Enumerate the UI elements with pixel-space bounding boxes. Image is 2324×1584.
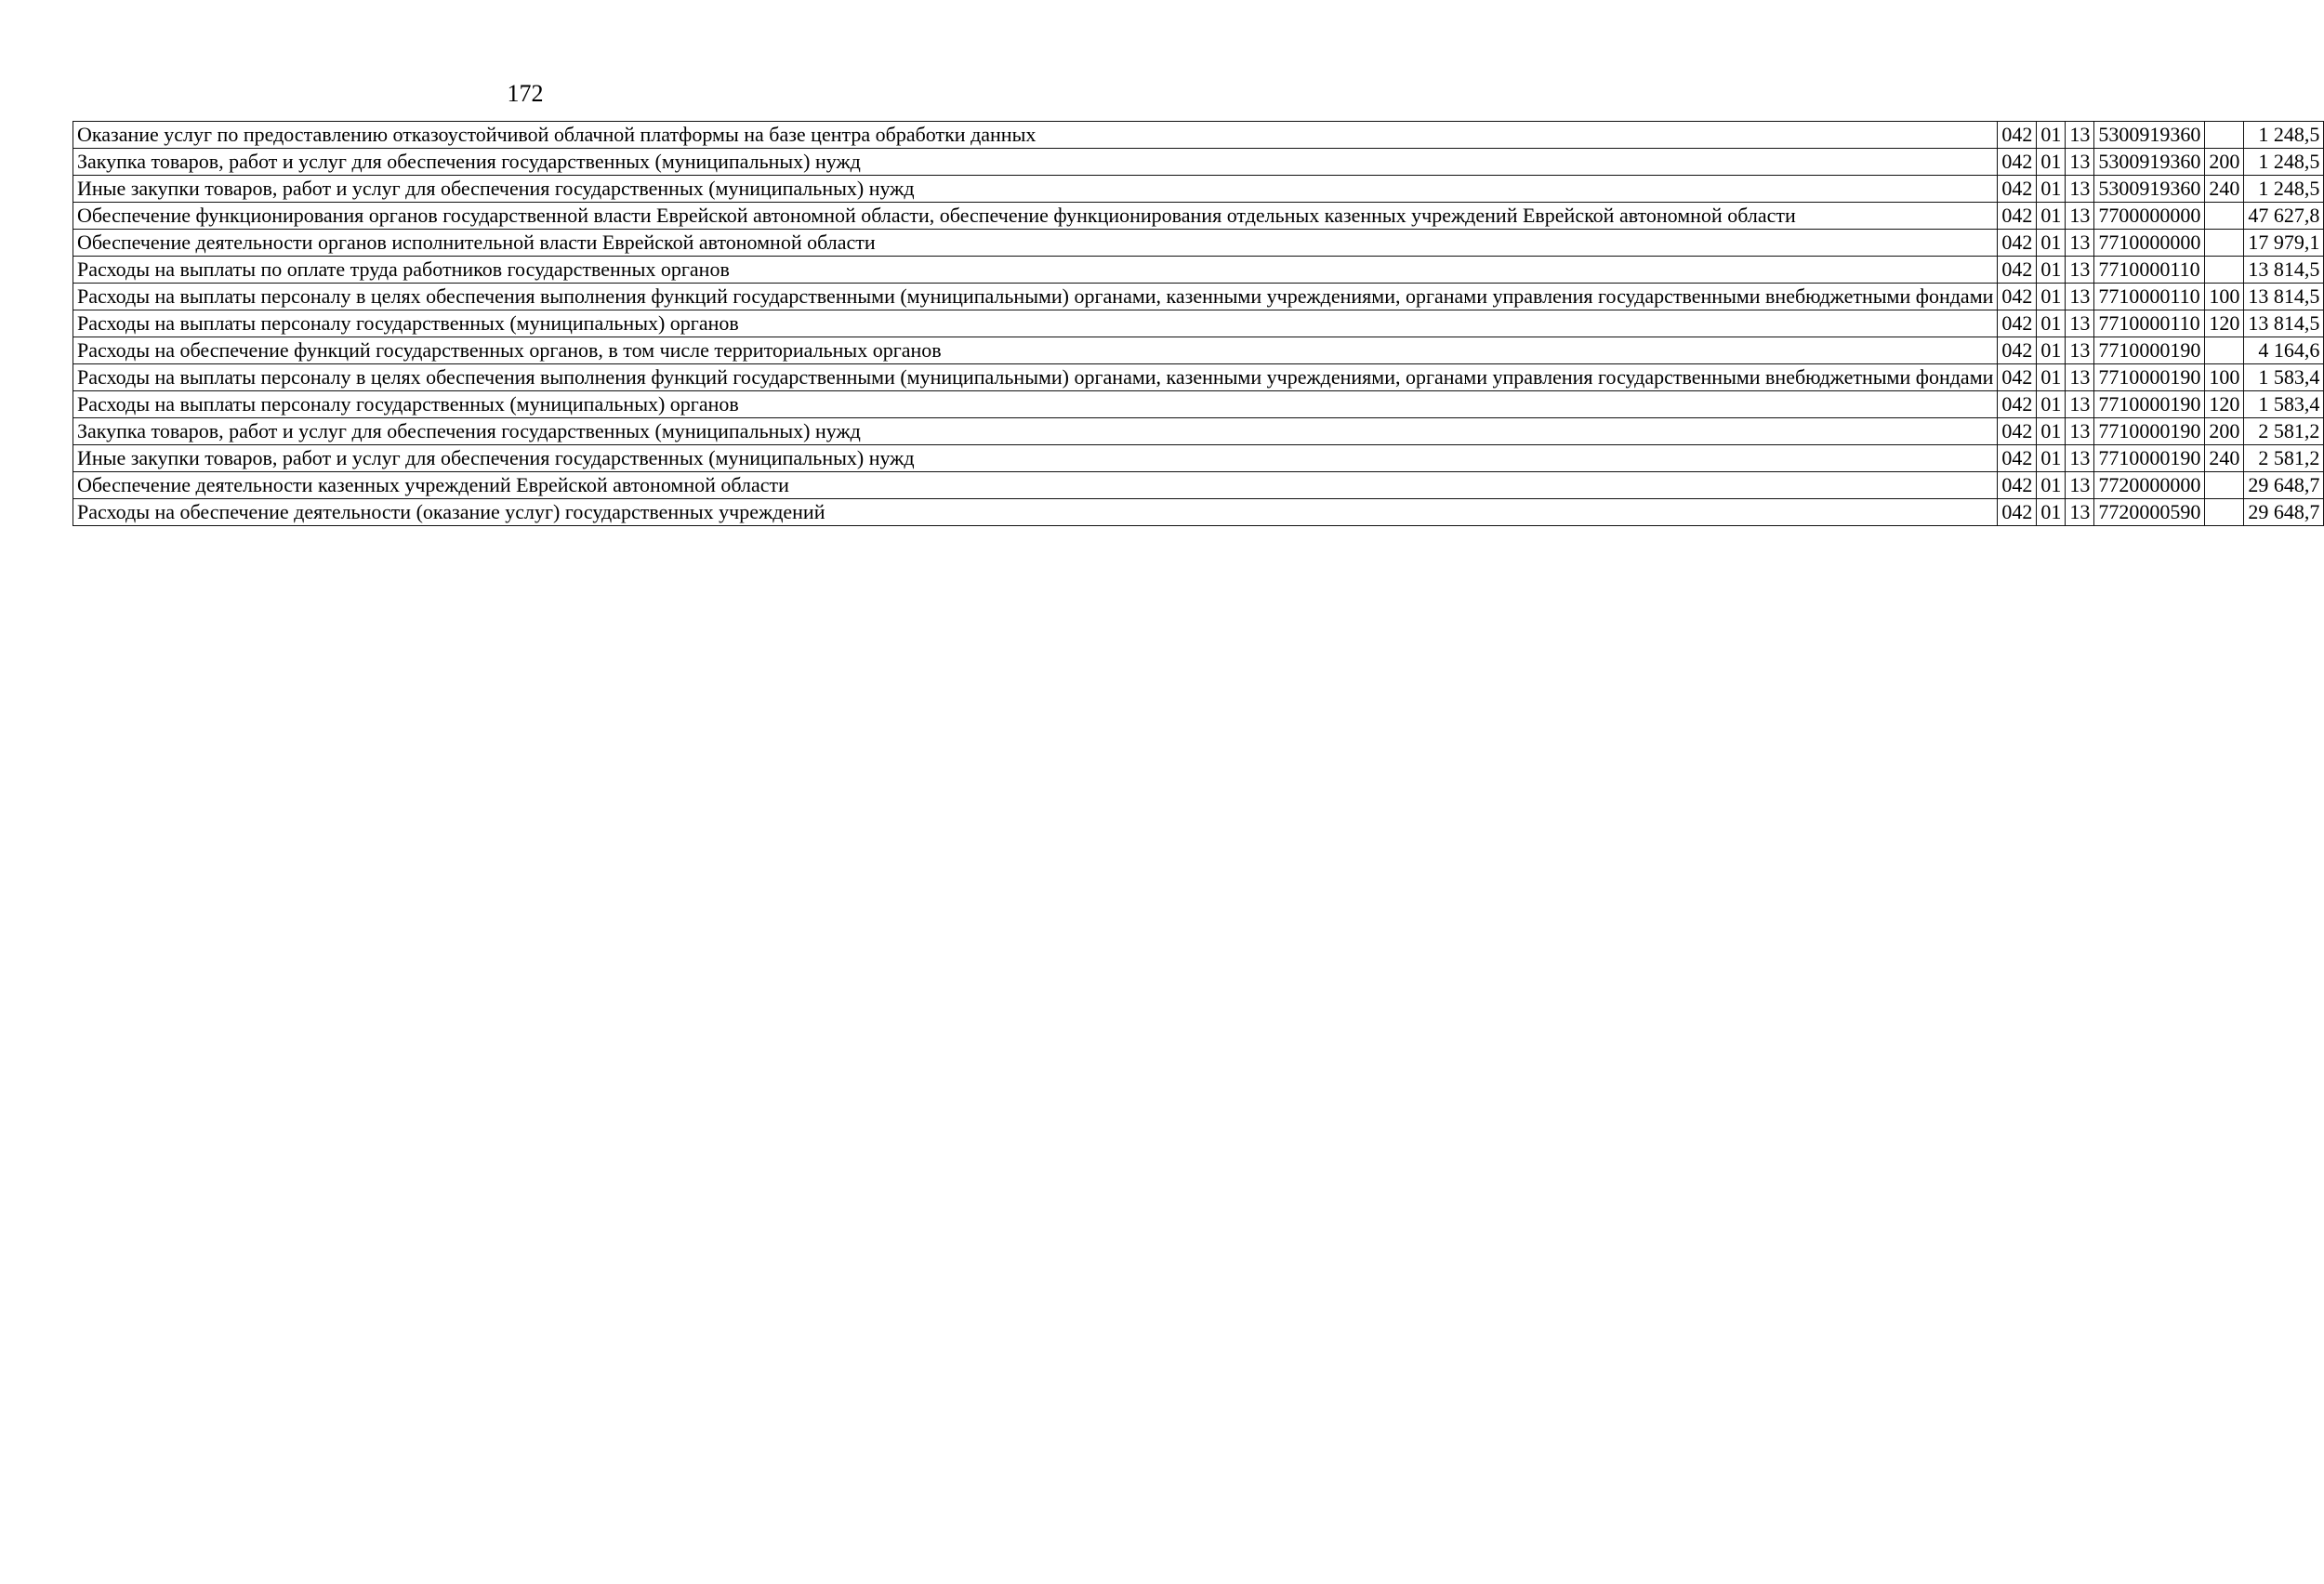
row-name-cell: Расходы на выплаты персоналу государственных (муниципальных) органов [73,310,1998,337]
target-item-code-cell: 7710000190 [2094,337,2205,364]
table-row [73,230,2324,257]
table-row [73,391,2324,418]
admin-code-cell: 042 [1998,445,2037,472]
row-name-cell: Закупка товаров, работ и услуг для обеспечения государственных (муниципальных) нужд [73,149,1998,176]
target-item-code-cell: 7710000190 [2094,391,2205,418]
admin-code-cell: 042 [1998,284,2037,310]
admin-code-cell: 042 [1998,472,2037,499]
table-row [73,337,2324,364]
row-name-cell: Расходы на выплаты по оплате труда работников государственных органов [73,257,1998,284]
admin-code-cell: 042 [1998,149,2037,176]
section-code-cell: 01 [2037,418,2066,445]
admin-code-cell: 042 [1998,176,2037,203]
subsection-code-cell: 13 [2066,203,2094,230]
table-row [73,472,2324,499]
subsection-code-cell: 13 [2066,149,2094,176]
table-row [73,310,2324,337]
target-item-code-cell: 7700000000 [2094,203,2205,230]
target-item-code-cell: 5300919360 [2094,122,2205,149]
admin-code-cell: 042 [1998,122,2037,149]
target-item-code-cell: 7710000000 [2094,230,2205,257]
amount-cell: 13 814,5 [2244,257,2324,284]
section-code-cell: 01 [2037,391,2066,418]
subsection-code-cell: 13 [2066,337,2094,364]
expense-type-code-cell [2205,257,2244,284]
expense-type-code-cell [2205,122,2244,149]
row-name-cell: Закупка товаров, работ и услуг для обеспечения государственных (муниципальных) нужд [73,418,1998,445]
subsection-code-cell: 13 [2066,284,2094,310]
admin-code-cell: 042 [1998,337,2037,364]
target-item-code-cell: 7720000000 [2094,472,2205,499]
expense-type-code-cell [2205,499,2244,526]
row-name-cell: Расходы на выплаты персоналу в целях обеспечения выполнения функций государственными (муниципальными) органами, казенными учреждениями, органами управления государственными внебюджетными фондами [73,284,1998,310]
section-code-cell: 01 [2037,364,2066,391]
amount-cell: 2 581,2 [2244,445,2324,472]
subsection-code-cell: 13 [2066,257,2094,284]
budget-table-body [73,122,2324,526]
section-code-cell: 01 [2037,203,2066,230]
expense-type-code-cell: 100 [2205,284,2244,310]
amount-cell: 29 648,7 [2244,472,2324,499]
row-name-cell: Обеспечение функционирования органов государственной власти Еврейской автономной области, обеспечение функционирования отдельных казенных учреждений Еврейской автономной области [73,203,1998,230]
admin-code-cell: 042 [1998,310,2037,337]
expense-type-code-cell [2205,337,2244,364]
admin-code-cell: 042 [1998,391,2037,418]
row-name-cell: Иные закупки товаров, работ и услуг для обеспечения государственных (муниципальных) нужд [73,176,1998,203]
section-code-cell: 01 [2037,257,2066,284]
section-code-cell: 01 [2037,176,2066,203]
section-code-cell: 01 [2037,310,2066,337]
section-code-cell: 01 [2037,472,2066,499]
row-name-cell: Расходы на выплаты персоналу государственных (муниципальных) органов [73,391,1998,418]
expense-type-code-cell [2205,472,2244,499]
amount-cell: 2 581,2 [2244,418,2324,445]
target-item-code-cell: 7710000110 [2094,310,2205,337]
target-item-code-cell: 7710000190 [2094,445,2205,472]
subsection-code-cell: 13 [2066,472,2094,499]
admin-code-cell: 042 [1998,257,2037,284]
subsection-code-cell: 13 [2066,499,2094,526]
subsection-code-cell: 13 [2066,391,2094,418]
expense-type-code-cell [2205,230,2244,257]
subsection-code-cell: 13 [2066,445,2094,472]
row-name-cell: Расходы на обеспечение деятельности (оказание услуг) государственных учреждений [73,499,1998,526]
row-name-cell: Иные закупки товаров, работ и услуг для обеспечения государственных (муниципальных) нужд [73,445,1998,472]
table-row [73,499,2324,526]
expense-type-code-cell: 240 [2205,176,2244,203]
row-name-cell: Расходы на выплаты персоналу в целях обеспечения выполнения функций государственными (муниципальными) органами, казенными учреждениями, органами управления государственными внебюджетными фондами [73,364,1998,391]
amount-cell: 47 627,8 [2244,203,2324,230]
target-item-code-cell: 7710000190 [2094,418,2205,445]
subsection-code-cell: 13 [2066,230,2094,257]
section-code-cell: 01 [2037,149,2066,176]
target-item-code-cell: 5300919360 [2094,149,2205,176]
amount-cell: 1 583,4 [2244,364,2324,391]
admin-code-cell: 042 [1998,203,2037,230]
row-name-cell: Обеспечение деятельности казенных учреждений Еврейской автономной области [73,472,1998,499]
admin-code-cell: 042 [1998,364,2037,391]
amount-cell: 1 583,4 [2244,391,2324,418]
admin-code-cell: 042 [1998,418,2037,445]
amount-cell: 13 814,5 [2244,284,2324,310]
table-row [73,149,2324,176]
target-item-code-cell: 7710000190 [2094,364,2205,391]
table-row [73,364,2324,391]
subsection-code-cell: 13 [2066,122,2094,149]
expense-type-code-cell: 120 [2205,391,2244,418]
target-item-code-cell: 5300919360 [2094,176,2205,203]
admin-code-cell: 042 [1998,499,2037,526]
row-name-cell: Расходы на обеспечение функций государственных органов, в том числе территориальных органов [73,337,1998,364]
expense-type-code-cell: 200 [2205,149,2244,176]
page-number: 172 [507,80,544,107]
table-row [73,257,2324,284]
subsection-code-cell: 13 [2066,418,2094,445]
subsection-code-cell: 13 [2066,310,2094,337]
amount-cell: 4 164,6 [2244,337,2324,364]
expense-type-code-cell: 240 [2205,445,2244,472]
admin-code-cell: 042 [1998,230,2037,257]
table-row [73,176,2324,203]
section-code-cell: 01 [2037,445,2066,472]
expense-type-code-cell [2205,203,2244,230]
table-row [73,284,2324,310]
amount-cell: 1 248,5 [2244,122,2324,149]
section-code-cell: 01 [2037,230,2066,257]
subsection-code-cell: 13 [2066,176,2094,203]
section-code-cell: 01 [2037,284,2066,310]
amount-cell: 13 814,5 [2244,310,2324,337]
table-row [73,418,2324,445]
target-item-code-cell: 7720000590 [2094,499,2205,526]
amount-cell: 17 979,1 [2244,230,2324,257]
subsection-code-cell: 13 [2066,364,2094,391]
amount-cell: 29 648,7 [2244,499,2324,526]
table-row [73,445,2324,472]
budget-table [73,121,2324,526]
amount-cell: 1 248,5 [2244,176,2324,203]
table-row [73,203,2324,230]
row-name-cell: Обеспечение деятельности органов исполнительной власти Еврейской автономной области [73,230,1998,257]
section-code-cell: 01 [2037,337,2066,364]
target-item-code-cell: 7710000110 [2094,284,2205,310]
table-row [73,122,2324,149]
expense-type-code-cell: 120 [2205,310,2244,337]
section-code-cell: 01 [2037,122,2066,149]
expense-type-code-cell: 200 [2205,418,2244,445]
target-item-code-cell: 7710000110 [2094,257,2205,284]
row-name-cell: Оказание услуг по предоставлению отказоустойчивой облачной платформы на базе центра обработки данных [73,122,1998,149]
expense-type-code-cell: 100 [2205,364,2244,391]
section-code-cell: 01 [2037,499,2066,526]
amount-cell: 1 248,5 [2244,149,2324,176]
